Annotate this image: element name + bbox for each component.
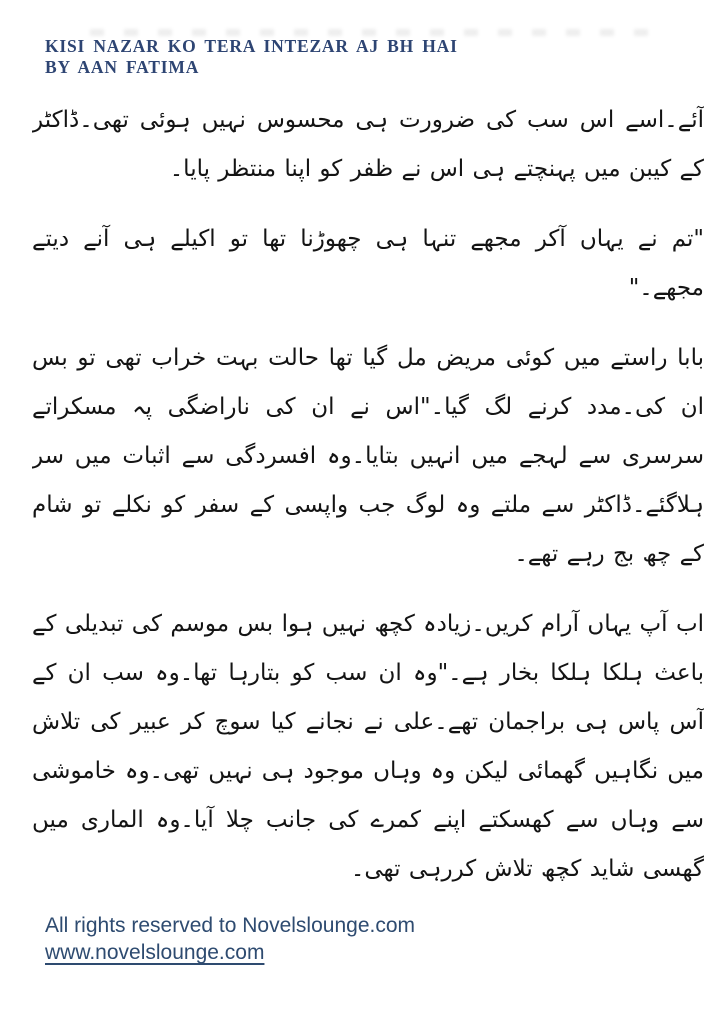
novel-author: BY AAN FATIMA [45,57,200,77]
urdu-paragraph-3: بابا راستے میں کوئی مریض مل گیا تھا حالت بہت خراب تھی تو بس ان کی۔مدد کرنے لگ گیا۔"اس نے ان کی ناراضگی پہ مسکراتے سرسری سے لہجے میں انہیں بتایا۔وہ افسردگی سے اثبات میں سر ہلاگئے۔ڈاکٹر سے ملتے وہ لوگ جب واپسی کے سفر کو نکلے تو شام کے چھ بج رہے تھے۔ [32,345,704,567]
novel-title: KISI NAZAR KO TERA INTEZAR AJ BH HAI [45,36,458,56]
website-link[interactable]: www.novelslounge.com [45,941,265,964]
page-footer [45,912,415,966]
page-header [45,36,694,78]
copyright-text: All rights reserved to Novelslounge.com [45,914,416,937]
scan-artifact [90,29,650,36]
urdu-paragraph-2: "تم نے یہاں آکر مجھے تنہا ہی چھوڑنا تھا تو اکیلے ہی آنے دیتے مجھے۔" [32,226,704,301]
urdu-paragraph-4: اب آپ یہاں آرام کریں۔زیادہ کچھ نہیں ہوا بس موسم کی تبدیلی کے باعث ہلکا ہلکا بخار ہے۔"وہ ان سب کو بتارہا تھا۔وہ سب ان کے آس پاس ہی براجمان تھے۔علی نے نجانے کیا سوچ کر عبیر کی تلاش میں نگاہیں گھمائی لیکن وہ وہاں موجود ہی نہیں تھی۔وہ خاموشی سے وہاں سے کھسکتے اپنے کمرے کی جانب چلا آیا۔وہ الماری میں گھسی شاید کچھ تلاش کررہی تھی۔ [32,611,704,882]
story-text [32,96,704,886]
urdu-paragraph-1: آئے۔اسے اس سب کی ضرورت ہی محسوس نہیں ہوئی تھی۔ڈاکٹر کے کیبن میں پہنچتے ہی اس نے ظفر کو اپنا منتظر پایا۔ [32,107,704,182]
